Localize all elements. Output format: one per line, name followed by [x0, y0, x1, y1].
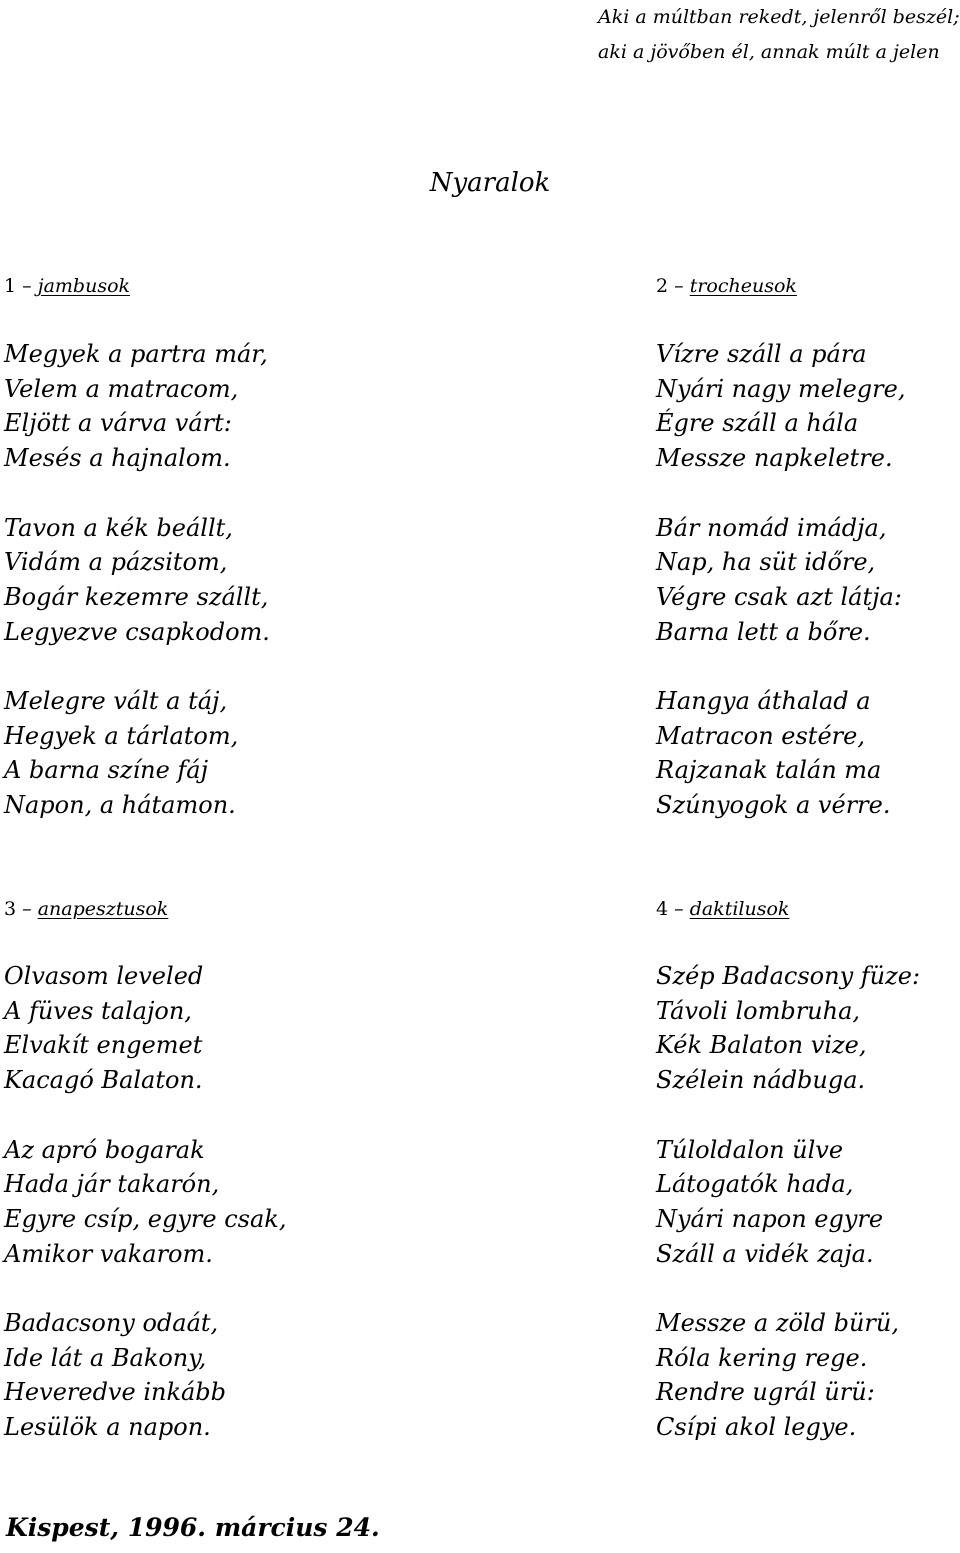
section-heading-3 — [4, 896, 168, 922]
verse-line: Hegyek a tárlatom, — [4, 721, 239, 750]
section-heading-2 — [656, 273, 797, 299]
stanza — [656, 511, 905, 650]
stanza — [4, 684, 270, 823]
section-poem-4 — [656, 959, 920, 1445]
verse-line: Nyári nagy melegre, — [656, 374, 906, 403]
stanza — [656, 337, 905, 476]
section-label: daktilusok — [689, 898, 790, 920]
stanza — [4, 1306, 286, 1445]
verse-line: Róla kering rege. — [656, 1343, 868, 1372]
verse-line: Kék Balaton vize, — [656, 1031, 867, 1060]
verse-line: A füves talajon, — [4, 996, 192, 1025]
verse-line: Egyre csíp, egyre csak, — [4, 1204, 287, 1233]
verse-line: Vidám a pázsitom, — [4, 548, 228, 577]
section-poem-2 — [656, 337, 905, 823]
stanza — [4, 959, 286, 1098]
verse-line: Lesülök a napon. — [4, 1413, 211, 1442]
verse-line: Matracon estére, — [656, 721, 865, 750]
verse-line: Megyek a partra már, — [4, 340, 268, 368]
verse-line: Csípi akol legye. — [656, 1413, 857, 1442]
stanza — [4, 511, 270, 650]
verse-line: Elvakít engemet — [4, 1031, 203, 1060]
verse-line: Nyári napon egyre — [656, 1204, 884, 1233]
verse-line: Napon, a hátamon. — [4, 791, 236, 820]
verse-line: Legyezve csapkodom. — [4, 617, 270, 646]
verse-line: Bogár kezemre szállt, — [4, 582, 269, 611]
verse-line: Hangya áthalad a — [656, 687, 871, 715]
verse-line: Rendre ugrál ürü: — [656, 1378, 875, 1407]
verse-line: Rajzanak talán ma — [656, 756, 882, 785]
verse-line: Badacsony odaát, — [4, 1309, 219, 1337]
verse-line: Távoli lombruha, — [656, 996, 861, 1025]
verse-line: Olvasom leveled — [4, 962, 204, 990]
motto-line-1: Aki a múltban rekedt, jelenről beszél; — [598, 6, 960, 28]
verse-line: Látogatók hada, — [656, 1170, 854, 1199]
verse-line: Amikor vakarom. — [4, 1239, 213, 1268]
verse-line: Mesés a hajnalom. — [4, 444, 231, 473]
section-label: trocheusok — [689, 275, 797, 297]
stanza — [4, 337, 270, 476]
section-heading-4 — [656, 896, 789, 922]
verse-line: Szép Badacsony füze: — [656, 962, 921, 990]
verse-line: Az apró bogarak — [4, 1135, 205, 1164]
motto-line-2: aki a jövőben él, annak múlt a jelen — [598, 41, 940, 63]
section-heading-1 — [4, 273, 130, 299]
section-label: anapesztusok — [37, 898, 169, 920]
verse-line: Szélein nádbuga. — [656, 1066, 866, 1095]
verse-line: Hada jár takarón, — [4, 1170, 220, 1199]
stanza — [656, 1133, 920, 1272]
signature-place-date: Kispest, 1996. március 24. — [6, 1513, 380, 1542]
verse-line: Égre száll a hála — [656, 409, 859, 438]
verse-line: Kacagó Balaton. — [4, 1066, 203, 1095]
verse-line: Nap, ha süt időre, — [656, 548, 876, 577]
verse-line: Barna lett a bőre. — [656, 617, 871, 646]
stanza — [656, 959, 920, 1098]
verse-line: Száll a vidék zaja. — [656, 1239, 874, 1268]
motto — [598, 0, 960, 70]
section-number: 3 – — [4, 898, 32, 920]
poem-title — [0, 166, 960, 200]
verse-line: Velem a matracom, — [4, 374, 239, 403]
section-number: 4 – — [656, 898, 684, 920]
verse-line: Vízre száll a pára — [656, 340, 867, 368]
verse-line: Messze a zöld bürü, — [656, 1309, 899, 1337]
stanza — [4, 1133, 286, 1272]
verse-line: Szúnyogok a vérre. — [656, 791, 891, 820]
section-number: 1 – — [4, 275, 32, 297]
section-label: jambusok — [37, 275, 131, 297]
verse-line: Messze napkeletre. — [656, 444, 893, 473]
verse-line: Tavon a kék beállt, — [4, 513, 233, 542]
section-poem-3 — [4, 959, 286, 1445]
verse-line: Végre csak azt látja: — [656, 582, 902, 611]
stanza — [656, 684, 905, 823]
verse-line: Túloldalon ülve — [656, 1135, 844, 1164]
stanza — [656, 1306, 920, 1445]
verse-line: Heveredve inkább — [4, 1378, 227, 1407]
verse-line: A barna színe fáj — [4, 756, 209, 785]
verse-line: Eljött a várva várt: — [4, 409, 232, 438]
verse-line: Ide lát a Bakony, — [4, 1343, 207, 1372]
verse-line: Melegre vált a táj, — [4, 687, 228, 715]
poem-title-text: Nyaralok — [429, 168, 551, 198]
section-poem-1 — [4, 337, 270, 823]
section-number: 2 – — [656, 275, 684, 297]
verse-line: Bár nomád imádja, — [656, 513, 887, 542]
